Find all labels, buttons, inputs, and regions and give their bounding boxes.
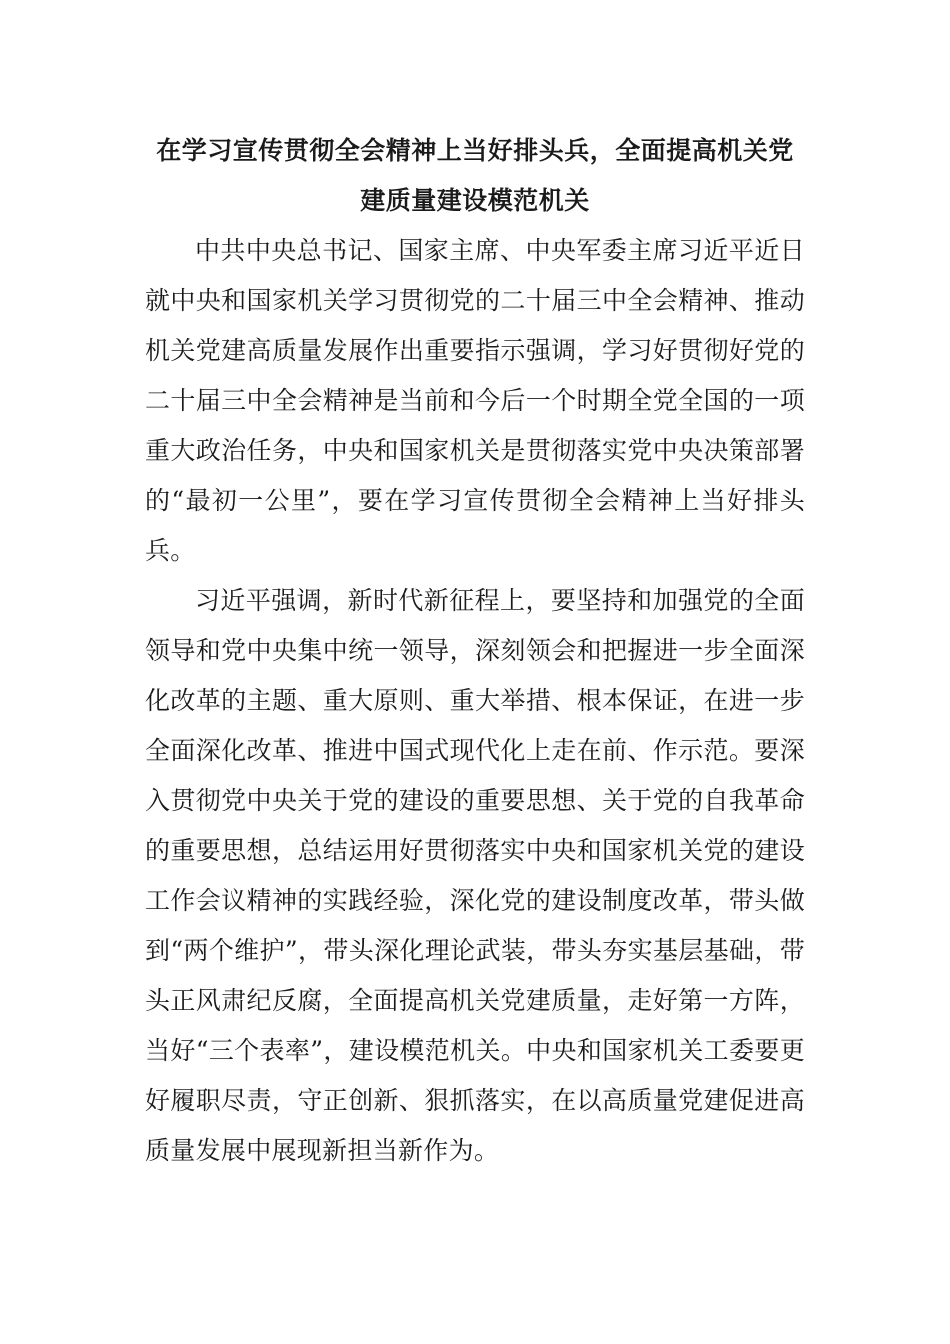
document-body <box>145 126 805 1176</box>
document-title <box>145 126 805 226</box>
document-title-line-1: 在学习宣传贯彻全会精神上当好排头兵，全面提高机关党 <box>156 136 794 165</box>
document-title-line-2: 建质量建设模范机关 <box>360 186 590 215</box>
paragraph-1: 中共中央总书记、国家主席、中央军委主席习近平近日就中央和国家机关学习贯彻党的二十届三中全会精神、推动机关党建高质量发展作出重要指示强调，学习好贯彻好党的二十届三中全会精神是当前和今后一个时期全党全国的一项重大政治任务，中央和国家机关是贯彻落实党中央决策部署的“最初一公里”，要在学习宣传贯彻全会精神上当好排头兵。 <box>145 236 805 565</box>
paragraph-2: 习近平强调，新时代新征程上，要坚持和加强党的全面领导和党中央集中统一领导，深刻领会和把握进一步全面深化改革的主题、重大原则、重大举措、根本保证，在进一步全面深化改革、推进中国式现代化上走在前、作示范。要深入贯彻党中央关于党的建设的重要思想、关于党的自我革命的重要思想，总结运用好贯彻落实中央和国家机关党的建设工作会议精神的实践经验，深化党的建设制度改革，带头做到“两个维护”，带头深化理论武装，带头夯实基层基础，带头正风肃纪反腐，全面提高机关党建质量，走好第一方阵，当好“三个表率”，建设模范机关。中央和国家机关工委要更好履职尽责，守正创新、狠抓落实，在以高质量党建促进高质量发展中展现新担当新作为。 <box>145 586 805 1165</box>
